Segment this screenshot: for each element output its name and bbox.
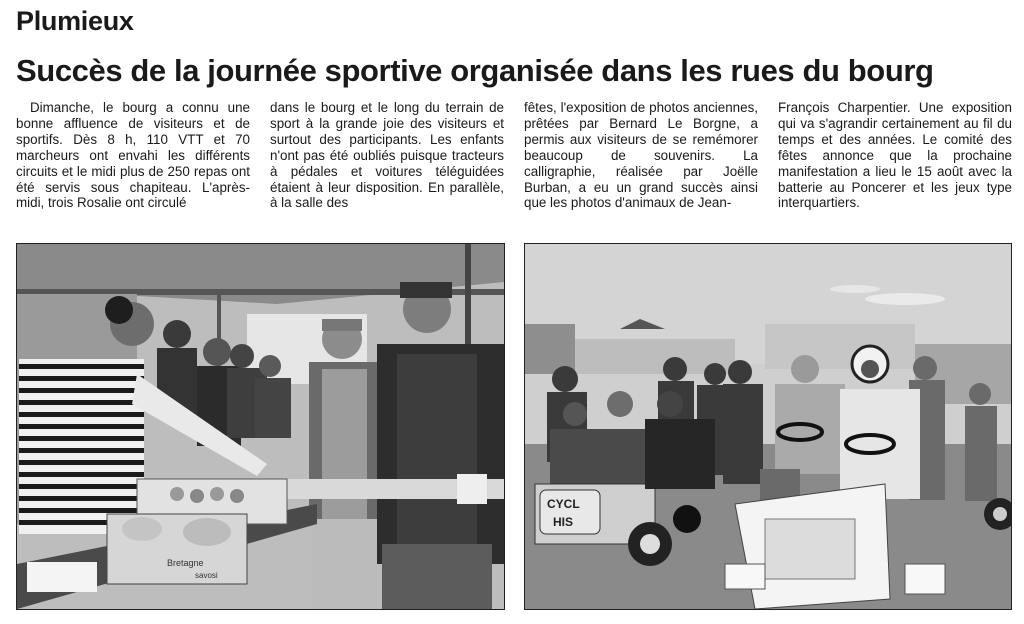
paragraph: fêtes, l'exposition de photos anciennes, prêtées par Bernard Le Borgne, a permis aux visiteurs de se remémorer beaucoup de souvenirs. La calligraphie, réalisée par Joëlle Burban, a eu un grand succès ainsi que les photos d'animaux de Jean- [524,100,758,211]
paragraph: dans le bourg et le long du terrain de sport à la grande joie des visiteurs et surtout des participants. Les enfants n'ont pas été oubliés puisque tracteurs à pédales et voitures téléguidées étaient à leur disposition. En parallèle, à la salle des [270,100,504,211]
paragraph: François Charpentier. Une exposition qui va s'agrandir certainement au fil du temps et des années. Le comité des fêtes annonce que la prochaine manifestation a lieu le 15 août avec la batterie au Poncerer et les jeux type interquartiers. [778,100,1012,211]
section-title: Plumieux [16,6,134,36]
crate-label: Bretagne [167,558,204,568]
cart-plate-line1: CYCL [547,497,580,511]
article-column-3 [524,100,758,211]
article-column-4 [778,100,1012,211]
cart-plate-line2: HIS [553,515,574,529]
photo-food-service [16,243,505,610]
article-column-2 [270,100,504,211]
crate-label-2: savosi [195,571,218,580]
article-headline: Succès de la journée sportive organisée dans les rues du bourg [16,53,934,88]
article-body [16,100,1010,218]
photo-pedal-carts [524,243,1012,610]
article-column-1 [16,100,250,211]
paragraph: Dimanche, le bourg a connu une bonne affluence de visiteurs et de sportifs. Dès 8 h, 110 VTT et 70 marcheurs ont envahi les différents circuits et le midi plus de 250 repas ont été servis sous chapiteau. L'après-midi, trois Rosalie ont circulé [16,100,250,211]
